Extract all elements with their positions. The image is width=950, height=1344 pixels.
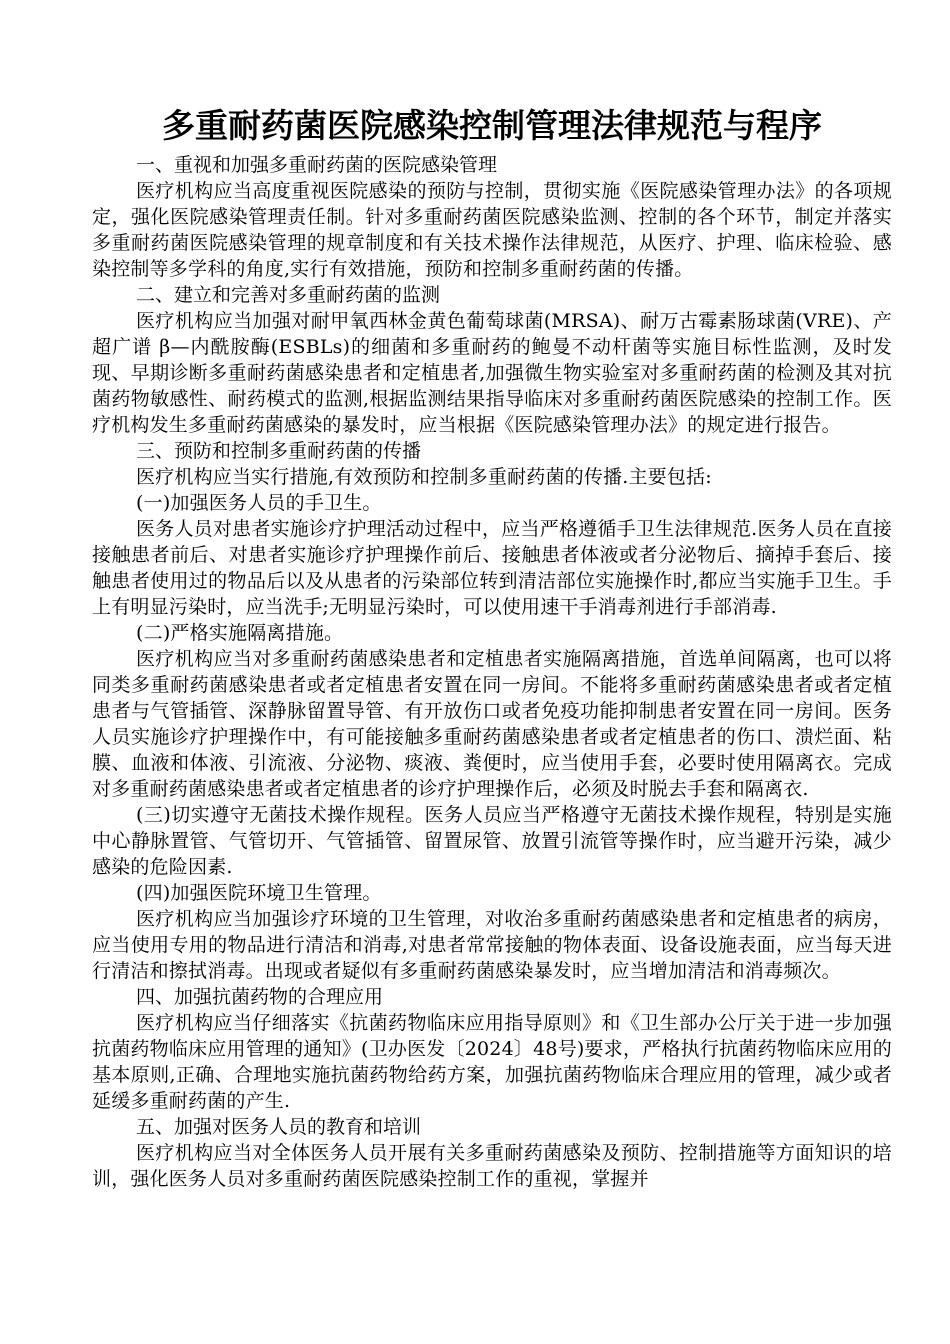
paragraph: 医务人员对患者实施诊疗护理活动过程中，应当严格遵循手卫生法律规范.医务人员在直接接触患者前后、对患者实施诊疗护理操作前后、接触患者体液或者分泌物后、摘掉手套后、接触患者使用过的物品后以及从患者的污染部位转到清洁部位实施操作时,都应当实施手卫生。手上有明显污染时，应当洗手;无明显污染时，可以使用速干手消毒剂进行手部消毒. [92, 518, 892, 618]
paragraph: 医疗机构应当高度重视医院感染的预防与控制，贯彻实施《医院感染管理办法》的各项规定，强化医院感染管理责任制。针对多重耐药菌医院感染监测、控制的各个环节，制定并落实多重耐药菌医院感染管理的规章制度和有关技术操作法律规范，从医疗、护理、临床检验、感染控制等多学科的角度,实行有效措施，预防和控制多重耐药菌的传播。 [92, 180, 892, 280]
paragraph: 医疗机构应当仔细落实《抗菌药物临床应用指导原则》和《卫生部办公厅关于进一步加强抗菌药物临床应用管理的通知》(卫办医发〔2024〕48号)要求，严格执行抗菌药物临床应用的基本原则,正确、合理地实施抗菌药物给药方案，加强抗菌药物临床合理应用的管理，减少或者延缓多重耐药菌的产生. [92, 1012, 892, 1112]
document-page [92, 100, 892, 1192]
section-heading: 四、加强抗菌药物的合理应用 [136, 986, 384, 1008]
paragraph: 医疗机构应当实行措施,有效预防和控制多重耐药菌的传播.主要包括: [136, 466, 712, 488]
section-heading: 五、加强对医务人员的教育和培训 [136, 1116, 422, 1138]
section-heading: 三、预防和控制多重耐药菌的传播 [136, 440, 422, 462]
paragraph: 医疗机构应当对全体医务人员开展有关多重耐药菌感染及预防、控制措施等方面知识的培训，强化医务人员对多重耐药菌医院感染控制工作的重视，掌握并 [92, 1142, 892, 1190]
document-title: 多重耐药菌医院感染控制管理法律规范与程序 [162, 106, 822, 145]
subsection-heading: (四)加强医院环境卫生管理。 [136, 882, 382, 904]
paragraph: 医疗机构应当加强对耐甲氧西林金黄色葡萄球菌(MRSA)、耐万古霉素肠球菌(VRE)、产超广谱 β—内酰胺酶(ESBLs)的细菌和多重耐药的鲍曼不动杆菌等实施目标性监测，及时发现、早期诊断多重耐药菌感染患者和定植患者,加强微生物实验室对多重耐药菌的检测及其对抗菌药物敏感性、耐药模式的监测,根据监测结果指导临床对多重耐药菌医院感染的控制工作。医疗机构发生多重耐药菌感染的暴发时，应当根据《医院感染管理办法》的规定进行报告。 [92, 310, 892, 436]
subsection-heading: (一)加强医务人员的手卫生。 [136, 492, 382, 514]
section-heading: 一、重视和加强多重耐药菌的医院感染管理 [136, 154, 498, 176]
paragraph: 医疗机构应当加强诊疗环境的卫生管理，对收治多重耐药菌感染患者和定植患者的病房，应当使用专用的物品进行清洁和消毒,对患者常常接触的物体表面、设备设施表面，应当每天进行清洁和擦拭消毒。出现或者疑似有多重耐药菌感染暴发时，应当增加清洁和消毒频次。 [92, 908, 892, 982]
subsection-heading: (二)严格实施隔离措施。 [136, 622, 344, 644]
paragraph: (三)切实遵守无菌技术操作规程。医务人员应当严格遵守无菌技术操作规程，特别是实施中心静脉置管、气管切开、气管插管、留置尿管、放置引流管等操作时，应当避开污染，减少感染的危险因素. [92, 804, 892, 878]
section-heading: 二、建立和完善对多重耐药菌的监测 [136, 284, 441, 306]
paragraph: 医疗机构应当对多重耐药菌感染患者和定植患者实施隔离措施，首选单间隔离，也可以将同类多重耐药菌感染患者或者定植患者安置在同一房间。不能将多重耐药菌感染患者或者定植患者与气管插管、深静脉留置导管、有开放伤口或者免疫功能抑制患者安置在同一房间。医务人员实施诊疗护理操作中，有可能接触多重耐药菌感染患者或者定植患者的伤口、溃烂面、粘膜、血液和体液、引流液、分泌物、痰液、粪便时，应当使用手套，必要时使用隔离衣。完成对多重耐药菌感染患者或者定植患者的诊疗护理操作后，必须及时脱去手套和隔离衣. [92, 648, 892, 800]
